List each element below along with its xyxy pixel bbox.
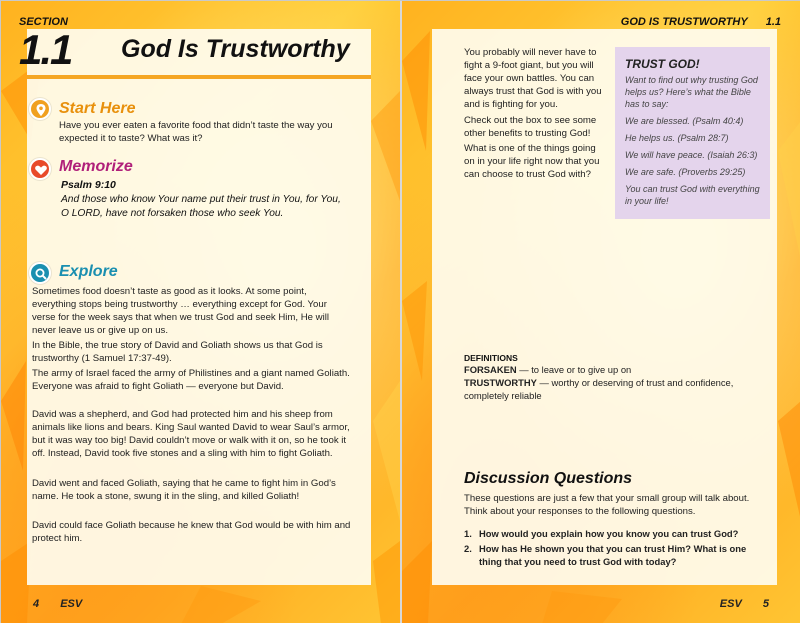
sidebar-item: You can trust God with everything in your life! bbox=[625, 184, 760, 206]
running-head bbox=[621, 16, 781, 28]
definition-term: FORSAKEN bbox=[464, 364, 517, 375]
question-number: 1. bbox=[464, 528, 472, 539]
page-title: God Is Trustworthy bbox=[121, 35, 350, 63]
discussion-question bbox=[464, 527, 749, 540]
explore-paragraph: Sometimes food doesn’t taste as good as it looks. At some point, everything stops being trustworthy … everything except for God. Your verse for the week says that when we trust God and seek Him, He will never leave us or give up on us. bbox=[32, 286, 329, 336]
definition-item bbox=[464, 364, 754, 377]
memorize-heading: Memorize bbox=[59, 158, 133, 175]
explore-heading: Explore bbox=[59, 263, 118, 280]
start-here-heading: Start Here bbox=[59, 100, 136, 117]
running-head-section: 1.1 bbox=[765, 16, 781, 28]
definition-meaning: — to leave or to give up on bbox=[516, 364, 632, 375]
definitions-heading: DEFINITIONS bbox=[464, 353, 518, 363]
sidebar-item: We will have peace. (Isaiah 26:3) bbox=[625, 150, 758, 160]
explore-paragraph: In the Bible, the true story of David and Goliath shows us that God is trustworthy (1 Samuel 17:37-49). bbox=[32, 340, 323, 364]
question-text: How would you explain how you know you can trust God? bbox=[479, 528, 739, 539]
explore-paragraph: David was a shepherd, and God had protected him and his sheep from animals like lions and bears. King Saul wanted David to wear Saul’s armor, but it was way too big! David couldn’t move or walk with it on, so he took it off. Instead, David took five stones and a sling with him to fight Goliath. bbox=[32, 409, 350, 459]
question-text: How has He shown you that you can trust Him? What is one thing that you need to trust God with today? bbox=[479, 543, 747, 567]
sidebar-intro: Want to find out why trusting God helps us? Here’s what the Bible has to say: bbox=[625, 75, 758, 109]
bible-version: ESV bbox=[719, 598, 742, 610]
memory-verse: And those who know Your name put their trust in You, for You, O LORD, have not forsaken those who seek You. bbox=[61, 194, 341, 219]
discussion-title: Discussion Questions bbox=[464, 470, 633, 487]
section-number: 1.1 bbox=[19, 26, 72, 73]
footer-left bbox=[33, 598, 82, 610]
definition-term: TRUSTWORTHY bbox=[464, 377, 537, 388]
body-paragraph: What is one of the things going on in your life right now that you can choose to trust God with? bbox=[464, 143, 600, 180]
footer-right bbox=[720, 598, 769, 610]
trust-god-sidebar bbox=[615, 47, 770, 219]
location-pin-icon bbox=[29, 98, 51, 120]
sidebar-item: We are safe. (Proverbs 29:25) bbox=[625, 167, 746, 177]
body-paragraph: You probably will never have to fight a 9-foot giant, but you will face your own battles. You can always trust that God is with you and is fighting for you. bbox=[464, 47, 602, 110]
question-number: 2. bbox=[464, 543, 472, 554]
page-number: 4 bbox=[33, 598, 40, 610]
bible-version: ESV bbox=[60, 598, 83, 610]
verse-reference: Psalm 9:10 bbox=[61, 179, 116, 191]
left-page bbox=[1, 1, 400, 623]
definition-item bbox=[464, 377, 754, 402]
title-divider bbox=[27, 75, 371, 79]
heart-icon bbox=[29, 158, 51, 180]
discussion-question bbox=[464, 542, 749, 568]
running-head-title: GOD IS TRUSTWORTHY bbox=[620, 16, 748, 28]
explore-paragraph: David went and faced Goliath, saying that he came to fight him in God’s name. He took a stone, swung it in the sling, and killed Goliath! bbox=[32, 478, 336, 502]
start-here-text: Have you ever eaten a favorite food that didn’t taste the way you expected it to taste? What was it? bbox=[59, 120, 333, 144]
body-paragraph: Check out the box to see some other benefits to trusting God! bbox=[464, 115, 597, 139]
sidebar-title: TRUST GOD! bbox=[625, 57, 700, 71]
section-label: SECTION bbox=[19, 16, 68, 28]
discussion-intro: These questions are just a few that your small group will talk about. Think about your responses to the following questions. bbox=[464, 493, 750, 517]
page-number: 5 bbox=[762, 598, 769, 610]
definition-meaning: — worthy or deserving of trust and confidence, completely reliable bbox=[464, 377, 734, 401]
magnifier-icon bbox=[29, 262, 51, 284]
explore-paragraph: The army of Israel faced the army of Philistines and a giant named Goliath. Everyone was afraid to fight Goliath — everyone but David. bbox=[32, 368, 350, 392]
sidebar-item: We are blessed. (Psalm 40:4) bbox=[625, 116, 744, 126]
sidebar-item: He helps us. (Psalm 28:7) bbox=[625, 133, 729, 143]
explore-paragraph: David could face Goliath because he knew that God would be with him and protect him. bbox=[32, 520, 351, 544]
right-page bbox=[402, 1, 800, 623]
